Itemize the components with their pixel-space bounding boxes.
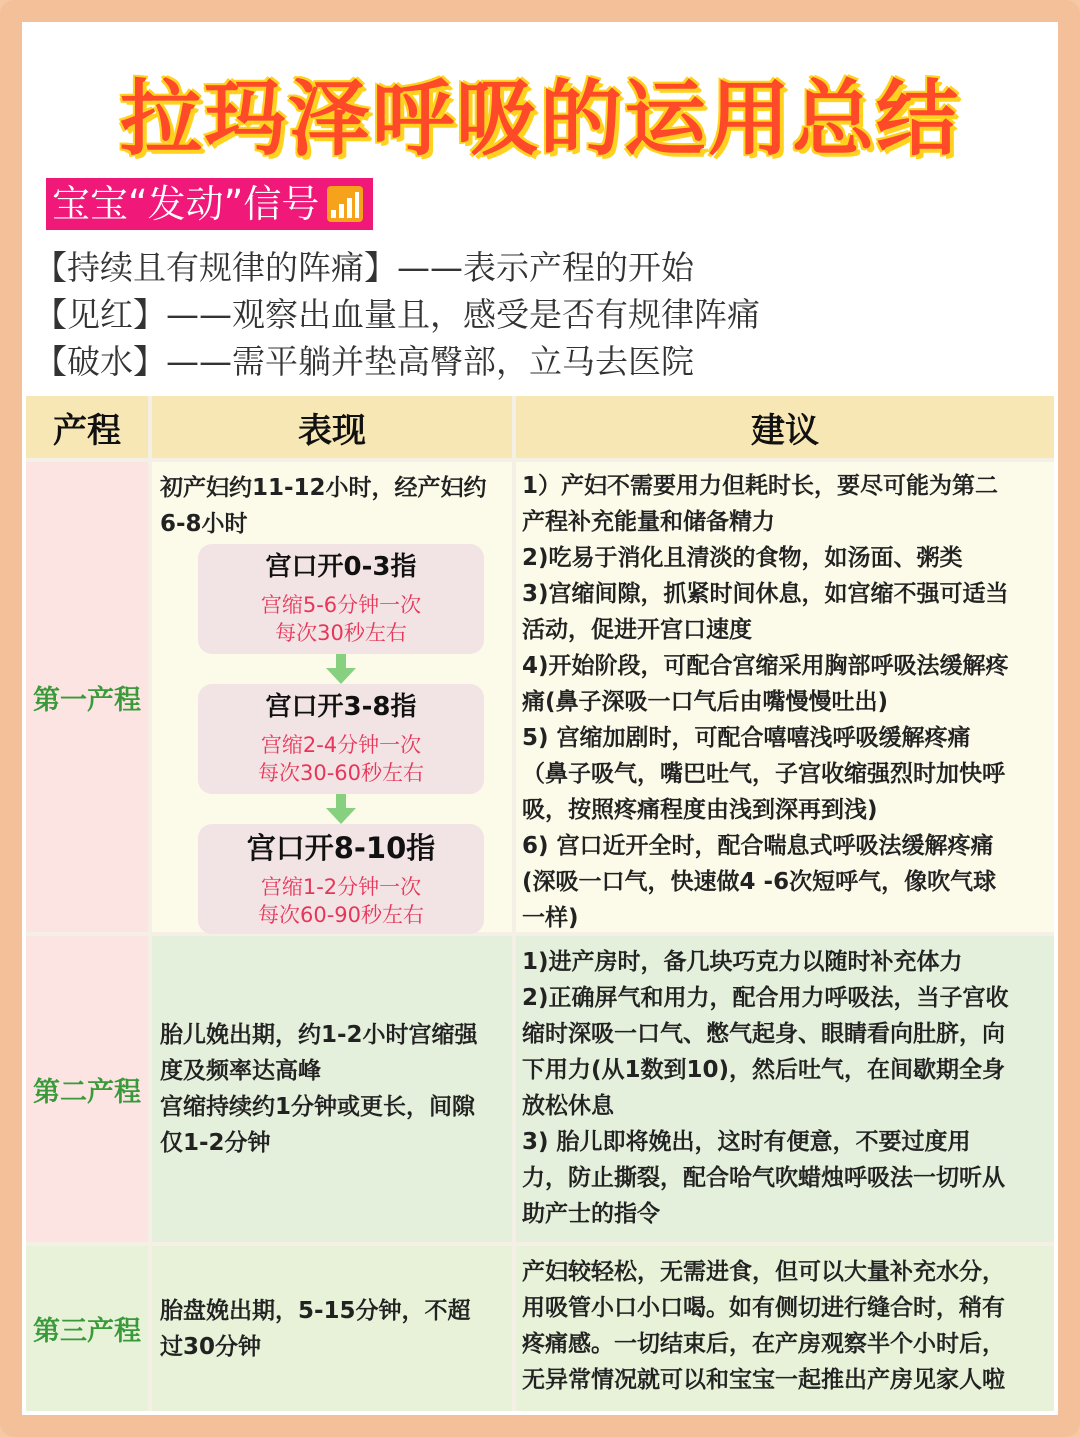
header-symptoms: 表现 (152, 396, 512, 458)
advice-line: 力，防止撕裂，配合哈气吹蜡烛呼吸法一切听从 (522, 1165, 1005, 1191)
signal-item: 【见红】——观察出血量且，感受是否有规律阵痛 (34, 295, 760, 334)
stage1-label: 第一产程 (26, 462, 148, 932)
stage2-summary-line: 度及频率达高峰 (160, 1058, 321, 1084)
milestone-detail: 每次60-90秒左右 (257, 903, 425, 927)
arrow-down-icon (326, 668, 356, 684)
stage2-summary-line: 胎儿娩出期，约1-2小时宫缩强 (160, 1022, 478, 1048)
stage2-summary-line: 宫缩持续约1分钟或更长，间隙 (160, 1094, 476, 1120)
advice-line: 3) 胎儿即将娩出，这时有便意，不要过度用 (522, 1129, 971, 1155)
milestone-title: 宫口开8-10指 (246, 831, 436, 865)
stage1-summary-line: 6-8小时 (160, 511, 248, 537)
stage3-summary-line: 胎盘娩出期，5-15分钟，不超 (160, 1297, 471, 1324)
signal-item: 【破水】——需平躺并垫高臀部，立马去医院 (34, 342, 694, 381)
advice-line: 助产士的指令 (522, 1201, 660, 1227)
milestone-detail: 宫缩5-6分钟一次 (260, 593, 422, 617)
advice-line: 下用力(从1数到10)，然后吐气，在间歇期全身 (522, 1057, 1006, 1083)
stage3-symptoms (152, 1246, 512, 1411)
stage2-summary-line: 仅1-2分钟 (160, 1130, 271, 1156)
milestone-0-3 (198, 544, 484, 654)
stage2-symptoms (152, 936, 512, 1242)
milestone-detail: 每次30秒左右 (275, 621, 407, 645)
advice-line: 放松休息 (522, 1093, 614, 1119)
advice-line: 疼痛感。一切结束后，在产房观察半个小时后， (522, 1331, 1005, 1357)
signal-item: 【持续且有规律的阵痛】——表示产程的开始 (34, 248, 694, 287)
signal-badge (46, 178, 373, 230)
milestone-detail: 每次30-60秒左右 (257, 761, 425, 785)
advice-line: 1）产妇不需要用力但耗时长，要尽可能为第二 (522, 473, 999, 499)
milestone-detail: 宫缩2-4分钟一次 (260, 733, 422, 757)
advice-line: 缩时深吸一口气、憋气起身、眼睛看向肚脐，向 (522, 1021, 1005, 1047)
advice-line: 4)开始阶段，可配合宫缩采用胸部呼吸法缓解疼 (522, 653, 1009, 679)
advice-line: 吸，按照疼痛程度由浅到深再到浅) (522, 797, 878, 823)
advice-line: 产程补充能量和储备精力 (522, 509, 775, 535)
arrow-down-icon (326, 808, 356, 824)
advice-line: 2)吃易于消化且清淡的食物，如汤面、粥类 (522, 545, 963, 571)
stage3-summary-line: 过30分钟 (160, 1333, 262, 1360)
infographic-page (22, 22, 1058, 1415)
advice-line: (深吸一口气，快速做4 -6次短呼气，像吹气球 (522, 869, 997, 895)
advice-line: 1)进产房时，备几块巧克力以随时补充体力 (522, 949, 963, 975)
stage3-label: 第三产程 (26, 1246, 148, 1411)
milestone-8-10 (198, 824, 484, 934)
page-title: 拉玛泽呼吸的运用总结 (119, 72, 960, 167)
advice-line: 一样) (522, 905, 579, 931)
signal-badge-label: 宝宝“发动”信号 (52, 182, 320, 226)
advice-line: 用吸管小口小口喝。如有侧切进行缝合时，稍有 (522, 1295, 1005, 1321)
stage2-advice (516, 936, 1054, 1242)
advice-line: 3)宫缩间隙，抓紧时间休息，如宫缩不强可适当 (522, 581, 1009, 607)
advice-line: 活动，促进开宫口速度 (522, 617, 752, 643)
signal-list (34, 244, 760, 385)
signal-bars-icon (327, 186, 363, 222)
stage1-summary-line: 初产妇约11-12小时，经产妇约 (160, 475, 487, 501)
advice-line: 痛(鼻子深吸一口气后由嘴慢慢吐出) (522, 689, 889, 715)
header-stage: 产程 (26, 396, 148, 458)
labor-stages-table (26, 396, 1054, 1411)
advice-line: 5) 宫缩加剧时，可配合嘻嘻浅呼吸缓解疼痛 (522, 725, 971, 751)
milestone-title: 宫口开3-8指 (265, 692, 417, 722)
advice-line: 2)正确屏气和用力，配合用力呼吸法，当子宫收 (522, 985, 1009, 1011)
milestone-title: 宫口开0-3指 (265, 552, 417, 582)
stage1-symptoms (152, 462, 512, 932)
milestone-detail: 宫缩1-2分钟一次 (260, 875, 422, 899)
stage2-label: 第二产程 (26, 936, 148, 1242)
stage3-advice (516, 1246, 1054, 1411)
header-advice: 建议 (516, 396, 1054, 458)
milestone-3-8 (198, 684, 484, 794)
advice-line: 6) 宫口近开全时，配合喘息式呼吸法缓解疼痛 (522, 833, 994, 859)
advice-line: （鼻子吸气，嘴巴吐气，子宫收缩强烈时加快呼 (522, 761, 1005, 787)
advice-line: 产妇较轻松，无需进食，但可以大量补充水分， (522, 1259, 1005, 1285)
stage1-advice (516, 462, 1054, 932)
advice-line: 无异常情况就可以和宝宝一起推出产房见家人啦 (522, 1367, 1005, 1393)
